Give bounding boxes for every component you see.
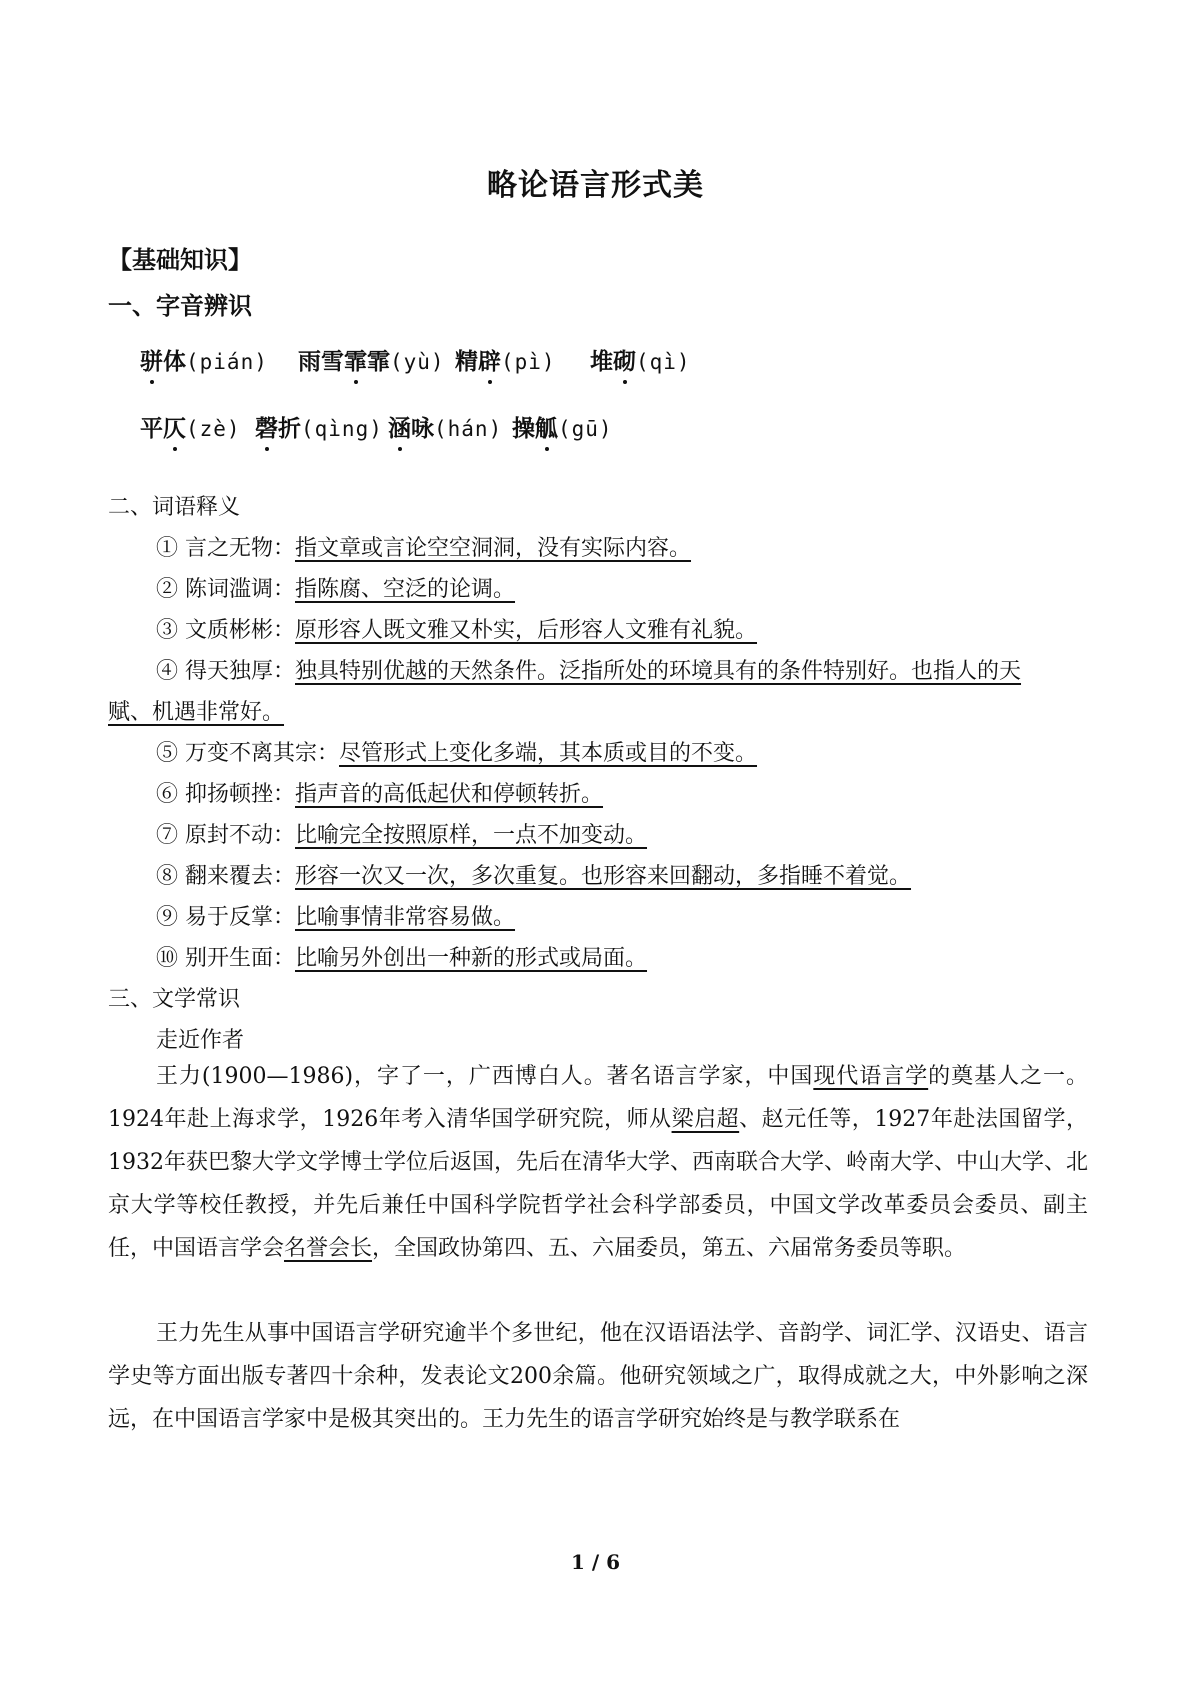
definition-item: ③ 文质彬彬：原形容人既文雅又朴实，后形容人文雅有礼貌。 [156, 618, 758, 643]
emphasis-dot-char: 霏 [344, 343, 367, 376]
research-paragraph: 王力先生从事中国语言学研究逾半个多世纪，他在汉语语法学、音韵学、词汇学、汉语史、语言学史等方面出版专著四十余种，发表论文200余篇。他研究领域之广，取得成就之大，中外影响之深远，在中国语言学家中是极其突出的。王力先生的语言学研究始终是与教学联系在 [108, 1321, 1088, 1432]
emphasis-dot-char: 骈 [140, 343, 163, 376]
section2-heading: 二、词语释义 [108, 495, 241, 520]
page-number: 1 / 6 [570, 1550, 621, 1574]
underlined-term: 现代语言学 [813, 1064, 929, 1089]
definition-continuation: 赋、机遇非常好。 [108, 700, 285, 725]
pinyin-entry: 涵咏(hán) [388, 410, 502, 443]
document-title: 略论语言形式美 [487, 168, 704, 203]
definition-item: ⑨ 易于反掌：比喻事情非常容易做。 [156, 905, 516, 930]
emphasis-dot-char: 砌 [613, 343, 636, 376]
emphasis-dot-char: 磬 [255, 410, 278, 443]
section1-heading: 一、字音辨识 [108, 291, 252, 320]
emphasis-dot-char: 仄 [163, 410, 186, 443]
pinyin-entry: 操觚(gū) [512, 410, 613, 443]
emphasis-dot-char: 辟 [478, 343, 501, 376]
author-paragraph: 王力(1900—1986)，字了一，广西博白人。著名语言学家，中国现代语言学的奠基人之一。1924年赴上海求学，1926年考入清华国学研究院，师从梁启超、赵元任等，1927年赴法国留学，1932年获巴黎大学文学博士学位后返国，先后在清华大学、西南联合大学、岭南大学、中山大学、北京大学等校任教授，并先后兼任中国科学院哲学社会科学部委员，中国文学改革委员会委员、副主任，中国语言学会名誉会长，全国政协第四、五、六届委员，第五、六届常务委员等职。 [108, 1064, 1088, 1261]
pinyin-entry: 平仄(zè) [140, 410, 241, 443]
pinyin-entry: 磬折(qìng) [255, 410, 383, 443]
definition-item: ⑩ 别开生面：比喻另外创出一种新的形式或局面。 [156, 946, 648, 971]
emphasis-dot-char: 涵 [388, 410, 411, 443]
pinyin-entry: 骈体(pián) [140, 343, 268, 376]
underlined-term: 梁启超 [671, 1107, 740, 1132]
definition-item: ① 言之无物：指文章或言论空空洞洞，没有实际内容。 [156, 536, 692, 561]
subsection-heading: 走近作者 [156, 1028, 245, 1053]
pinyin-entry: 精辟(pì) [455, 343, 556, 376]
definition-item: ⑦ 原封不动：比喻完全按照原样，一点不加变动。 [156, 823, 648, 848]
pinyin-entry: 雨雪霏霏(yù) [298, 343, 445, 376]
definition-item: ⑤ 万变不离其宗：尽管形式上变化多端，其本质或目的不变。 [156, 741, 758, 766]
definition-item: ⑧ 翻来覆去：形容一次又一次，多次重复。也形容来回翻动，多指睡不着觉。 [156, 864, 912, 889]
section-basic-heading: 【基础知识】 [108, 245, 252, 274]
emphasis-dot-char: 觚 [535, 410, 558, 443]
underlined-term: 名誉会长 [284, 1236, 373, 1261]
definition-item: ② 陈词滥调：指陈腐、空泛的论调。 [156, 577, 516, 602]
definition-item: ⑥ 抑扬顿挫：指声音的高低起伏和停顿转折。 [156, 782, 604, 807]
definition-item: ④ 得天独厚：独具特别优越的天然条件。泛指所处的环境具有的条件特别好。也指人的天 [156, 659, 1022, 684]
pinyin-entry: 堆砌(qì) [590, 343, 691, 376]
section3-heading: 三、文学常识 [108, 987, 241, 1012]
